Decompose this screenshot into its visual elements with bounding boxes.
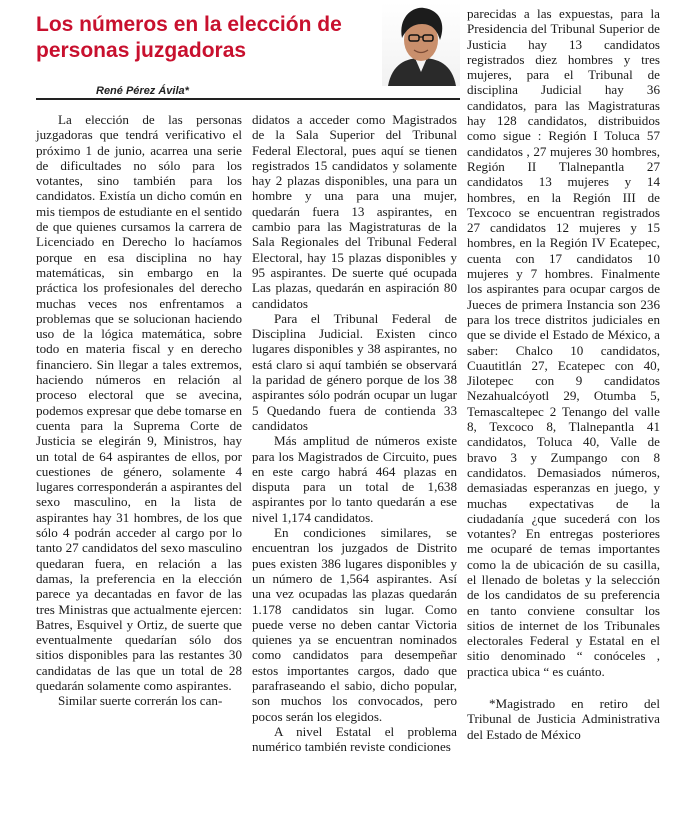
author-photo — [382, 2, 460, 86]
article-title: Los números en la elección de personas juzgadoras — [36, 13, 342, 62]
article-column-3 — [467, 6, 660, 742]
paragraph: didatos a acceder como Magistrados de la Sala Superior del Tribunal Federal Electoral, pues aquí se tienen registrados 15 candidatos y solamente hay 2 plazas disponibles, una para un hombre y una para una mujer, quedarán fuera 13 aspirantes, en cambio para las Magistraturas de la Sala Regionales del Tribunal Federal Electoral, hay 15 plazas disponibles y 95 aspirantes. De suerte qué ocupada Las plazas, quedarán en aspiración 80 candidatos — [252, 112, 457, 311]
paragraph: A nivel Estatal el problema numérico también reviste condiciones — [252, 723, 457, 755]
paragraph: Más amplitud de números existe para los Magistrados de Circuito, pues en este cargo habrá 464 plazas en disputa para un total de 1,638 aspirantes por lo tanto quedarán a ese nivel 1,174 candidatos. — [252, 433, 457, 525]
paragraph: En condiciones similares, se encuentran los juzgados de Distrito pues existen 386 lugares disponibles y un número de 1,564 aspirantes. Así una vez ocupadas las plazas quedarán 1.178 candidatos sin lugar. Como puede verse no deben cantar Victoria quienes ya se encuentran nominados como candidatos para desempeñar estos importantes cargos, dado que parafraseando el sabio, dicho popular, son muchos los convocados, pero pocos serán los elegidos. — [252, 525, 457, 724]
author-footnote: *Magistrado en retiro del Tribunal de Justicia Administrativa del Estado de México — [467, 696, 660, 742]
article-column-1 — [36, 112, 242, 709]
paragraph: Similar suerte correrán los can- — [58, 693, 223, 709]
paragraph: La elección de las personas juzgadoras que tendrá verificativo el próximo 1 de junio, acarrea una serie de dificultades no sólo para los votantes, sino también para los candidatos. Existía un dicho común en mis tiempos de estudiante en el sentido de que quienes cursamos la carrera de Licenciado en Derecho lo hacíamos porque en esa disciplina no hay matemáticas, sin embargo en la práctica los profesionales del derecho muchas veces nos enfrentamos a problemas que se solucionan haciendo uso de la lógica matemática, sobre todo en materia fiscal y en derecho financiero. Sin llegar a tales extremos, haciendo números en relación al proceso electoral que se avecina, podemos expresar que debe tomarse en cuenta para la Suprema Corte de Justicia se elegirán 9, Ministros, hay un total de 64 aspirantes de ellos, por cuestiones de género, solamente 4 lugares corresponderán a aspirantes del sexo masculino, en la lista de aspirantes hay 31 hombres, de los que sólo 4 podrán acceder al cargo por lo tanto 27 candidatos del sexo masculino quedaran fuera, en relación a las damas, la preferencia en la elección parece ya decantadas en favor de las tres Ministras que actualmente ejercen: Batres, Esquivel y Ortiz, de suerte que eventualmente quedarían sólo dos sitios disponibles para las restantes 30 candidatas de las que un total de 28 quedarán solamente como aspirantes. — [36, 112, 242, 693]
author-name: René Pérez Ávila* — [96, 85, 189, 97]
paragraph: Para el Tribunal Federal de Disciplina Judicial. Existen cinco lugares disponibles y 38 aspirantes, no está claro si aquí también se observará la paridad de género porque de los 38 aspirantes sólo podrán ocupar un lugar 5 Quedando fuera de contienda 33 candidatos — [252, 310, 457, 433]
paragraph: parecidas a las expuestas, para la Presidencia del Tribunal Superior de Justicia hay 13 candidatos registrados diez hombres y tres mujeres, para el Tribunal de disciplina Judicial hay 36 candidatos, para las Magistraturas hay 128 candidatos, distribuidos como sigue : Región I Toluca 57 candidatos , 27 mujeres 30 hombres, Región II Tlalnepantla 27 candidatos 13 mujeres y 14 hombres, en la Región III de Texcoco se encuentran registrados 27 candidatos 12 mujeres y 15 hombres, en la Región IV Ecatepec, cuenta con 17 candidatos 10 mujeres y 7 hombres. Finalmente los aspirantes para ocupar cargos de Jueces de primera Instancia son 236 para los trece distritos judiciales en que se divide el Estado de México, a saber: Chalco 10 candidatos, Cuautitlán 27, Ecatepec con 40, Jilotepec con 9 candidatos Nezahualcóyotl 29, Otumba 5, Temascaltepec 2 Tenango del valle 8, Texcoco 8, Tlalnepantla 41 candidatos, Toluca 40, Valle de bravo 3 y Zumpango con 8 candidatos. Demasiados números, demasiadas esperanzas en juego, y muchas expectativas de la ciudadanía ¿que sucederá con los votantes? En entregas posteriores me ocuparé de temas importantes como la de ubicación de su casilla, el llenado de boletas y la selección de los candidatos de su preferencia en tanto conviene consultar los sitios de internet de los Tribunales electorales Federal y Estatal en el sitio denominado “ conóceles , practica ubica “ es cuánto. — [467, 6, 660, 679]
author-byline-bar — [36, 84, 460, 100]
article-column-2 — [252, 112, 457, 754]
